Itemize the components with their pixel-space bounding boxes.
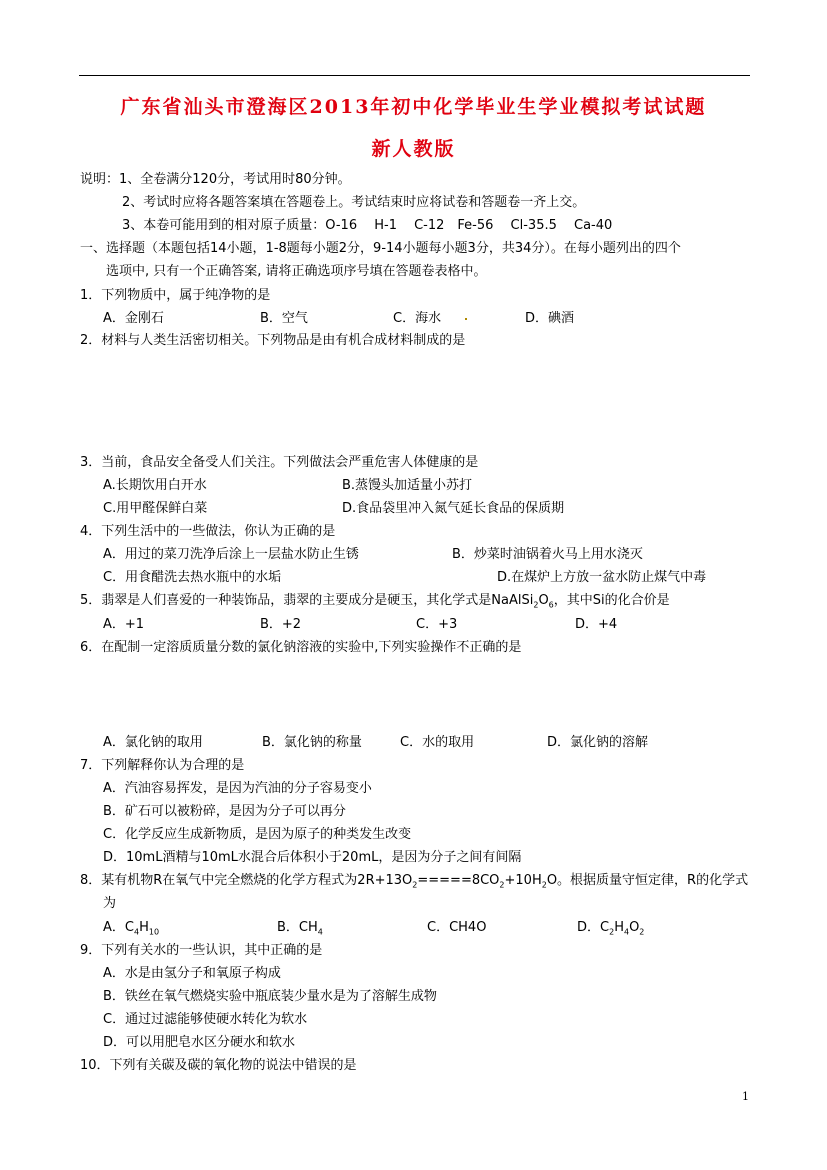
q1-option-b: B．空气 — [260, 311, 308, 326]
q5-stem-o: O — [538, 593, 549, 608]
q5-sub-1: 2 — [533, 600, 539, 610]
q8-d-sub-3: 2 — [639, 927, 645, 937]
q9-option-b: B．铁丝在氧气燃烧实验中瓶底装少量水是为了溶解生成物 — [103, 989, 437, 1004]
q4-option-b: B．炒菜时油锅着火马上用水浇灭 — [452, 547, 643, 562]
q3-option-c: C.用甲醛保鲜白菜 — [103, 501, 208, 516]
q8-stem-cont: 为 — [103, 896, 117, 911]
q8-text-1: 8．某有机物R在氧气中完全燃烧的化学方程式为2R+13O — [80, 873, 413, 888]
question-3-stem: 3．当前，食品安全备受人们关注。下列做法会严重危害人体健康的是 — [80, 455, 479, 470]
note-3: 3、本卷可能用到的相对原子质量：O-16 H-1 C-12 Fe-56 Cl-35.5 Ca-40 — [122, 218, 613, 233]
q8-sub-1: 2 — [412, 880, 418, 890]
q8-a-text: A．C — [103, 920, 134, 935]
q6-option-d: D．氯化钠的溶解 — [547, 735, 649, 750]
q4-option-a: A．用过的菜刀洗净后涂上一层盐水防止生锈 — [103, 547, 359, 562]
q8-option-b — [277, 920, 323, 941]
q9-option-c: C．通过过滤能够使硬水转化为软水 — [103, 1012, 308, 1027]
q8-text-4: O。根据质量守恒定律，R的化学式 — [546, 873, 749, 888]
question-1-stem: 1．下列物质中，属于纯净物的是 — [80, 288, 271, 303]
q8-sub-3: 2 — [541, 880, 547, 890]
q8-a-h: H — [139, 920, 149, 935]
stray-dot — [465, 318, 467, 320]
question-5-stem — [80, 593, 670, 614]
q6-option-c: C．水的取用 — [400, 735, 475, 750]
q6-option-a: A．氯化钠的取用 — [103, 735, 203, 750]
q5-option-a: A．+1 — [103, 617, 145, 632]
q3-option-b: B.蒸馒头加适量小苏打 — [342, 478, 473, 493]
section-heading-cont: 选项中, 只有一个正确答案, 请将正确选项序号填在答题卷表格中。 — [106, 264, 487, 279]
q8-d-h: H — [614, 920, 624, 935]
note-2: 2、考试时应将各题答案填在答题卷上。考试结束时应将试卷和答题卷一齐上交。 — [122, 195, 586, 210]
question-7-stem: 7．下列解释你认为合理的是 — [80, 758, 245, 773]
q8-a-sub-2: 10 — [148, 927, 160, 937]
q8-text-3: +10H — [504, 873, 542, 888]
q1-option-d: D．碘酒 — [525, 311, 575, 326]
question-6-stem: 6．在配制一定溶质质量分数的氯化钠溶液的实验中,下列实验操作不正确的是 — [80, 640, 522, 655]
q5-sub-2: 6 — [548, 600, 554, 610]
q8-option-a — [103, 920, 159, 941]
q1-option-a: A．金刚石 — [103, 311, 164, 326]
q8-a-sub-1: 4 — [133, 927, 140, 937]
note-1: 说明：1、全卷满分120分，考试用时80分钟。 — [80, 172, 351, 187]
q8-option-c: C．CH4O — [427, 920, 487, 935]
q8-b-text: B．CH — [277, 920, 318, 935]
question-8-stem — [80, 873, 748, 894]
q3-option-d: D.食品袋里冲入氮气延长食品的保质期 — [342, 501, 565, 516]
q8-text-2: =====8CO — [417, 873, 500, 888]
q5-stem-end: ，其中Si的化合价是 — [553, 593, 670, 608]
q6-option-b: B．氯化钠的称量 — [262, 735, 362, 750]
question-9-stem: 9．下列有关水的一些认识，其中正确的是 — [80, 943, 323, 958]
q8-b-sub: 4 — [317, 927, 323, 937]
q8-d-text: D．C — [577, 920, 610, 935]
question-2-stem: 2．材料与人类生活密切相关。下列物品是由有机合成材料制成的是 — [80, 333, 466, 348]
q9-option-d: D．可以用肥皂水区分硬水和软水 — [103, 1035, 296, 1050]
q5-stem-text: 5．翡翠是人们喜爱的一种装饰品，翡翠的主要成分是硬玉，其化学式是NaAlSi — [80, 593, 534, 608]
q7-option-a: A．汽油容易挥发，是因为汽油的分子容易变小 — [103, 781, 372, 796]
q4-option-c: C．用食醋洗去热水瓶中的水垢 — [103, 570, 282, 585]
q5-option-c: C．+3 — [416, 617, 458, 632]
q8-option-d — [577, 920, 644, 941]
page-subtitle: 新人教版 — [371, 138, 456, 160]
question-10-stem: 10．下列有关碳及碳的氧化物的说法中错误的是 — [80, 1058, 357, 1073]
q8-d-o: O — [629, 920, 640, 935]
q3-option-a: A.长期饮用白开水 — [103, 478, 207, 493]
q7-option-c: C．化学反应生成新物质，是因为原子的种类发生改变 — [103, 827, 412, 842]
question-4-stem: 4．下列生活中的一些做法，你认为正确的是 — [80, 524, 336, 539]
q8-d-sub-2: 4 — [623, 927, 630, 937]
q8-sub-2: 2 — [499, 880, 505, 890]
q7-option-d: D．10mL酒精与10mL水混合后体积小于20mL，是因为分子之间有间隔 — [103, 850, 522, 865]
q5-option-d: D．+4 — [575, 617, 618, 632]
header-rule — [79, 75, 750, 76]
page-number: 1 — [742, 1090, 749, 1103]
section-heading: 一、选择题（本题包括14小题，1-8题每小题2分，9-14小题每小题3分，共34分）。在每小题列出的四个 — [80, 241, 681, 256]
q8-d-sub-1: 2 — [609, 927, 615, 937]
q5-option-b: B．+2 — [260, 617, 302, 632]
q9-option-a: A．水是由氢分子和氧原子构成 — [103, 966, 281, 981]
q4-option-d: D.在煤炉上方放一盆水防止煤气中毒 — [497, 570, 707, 585]
page-title: 广东省汕头市澄海区2013年初中化学毕业生学业模拟考试试题 — [120, 96, 707, 118]
q7-option-b: B．矿石可以被粉碎，是因为分子可以再分 — [103, 804, 346, 819]
q1-option-c: C．海水 — [393, 311, 442, 326]
